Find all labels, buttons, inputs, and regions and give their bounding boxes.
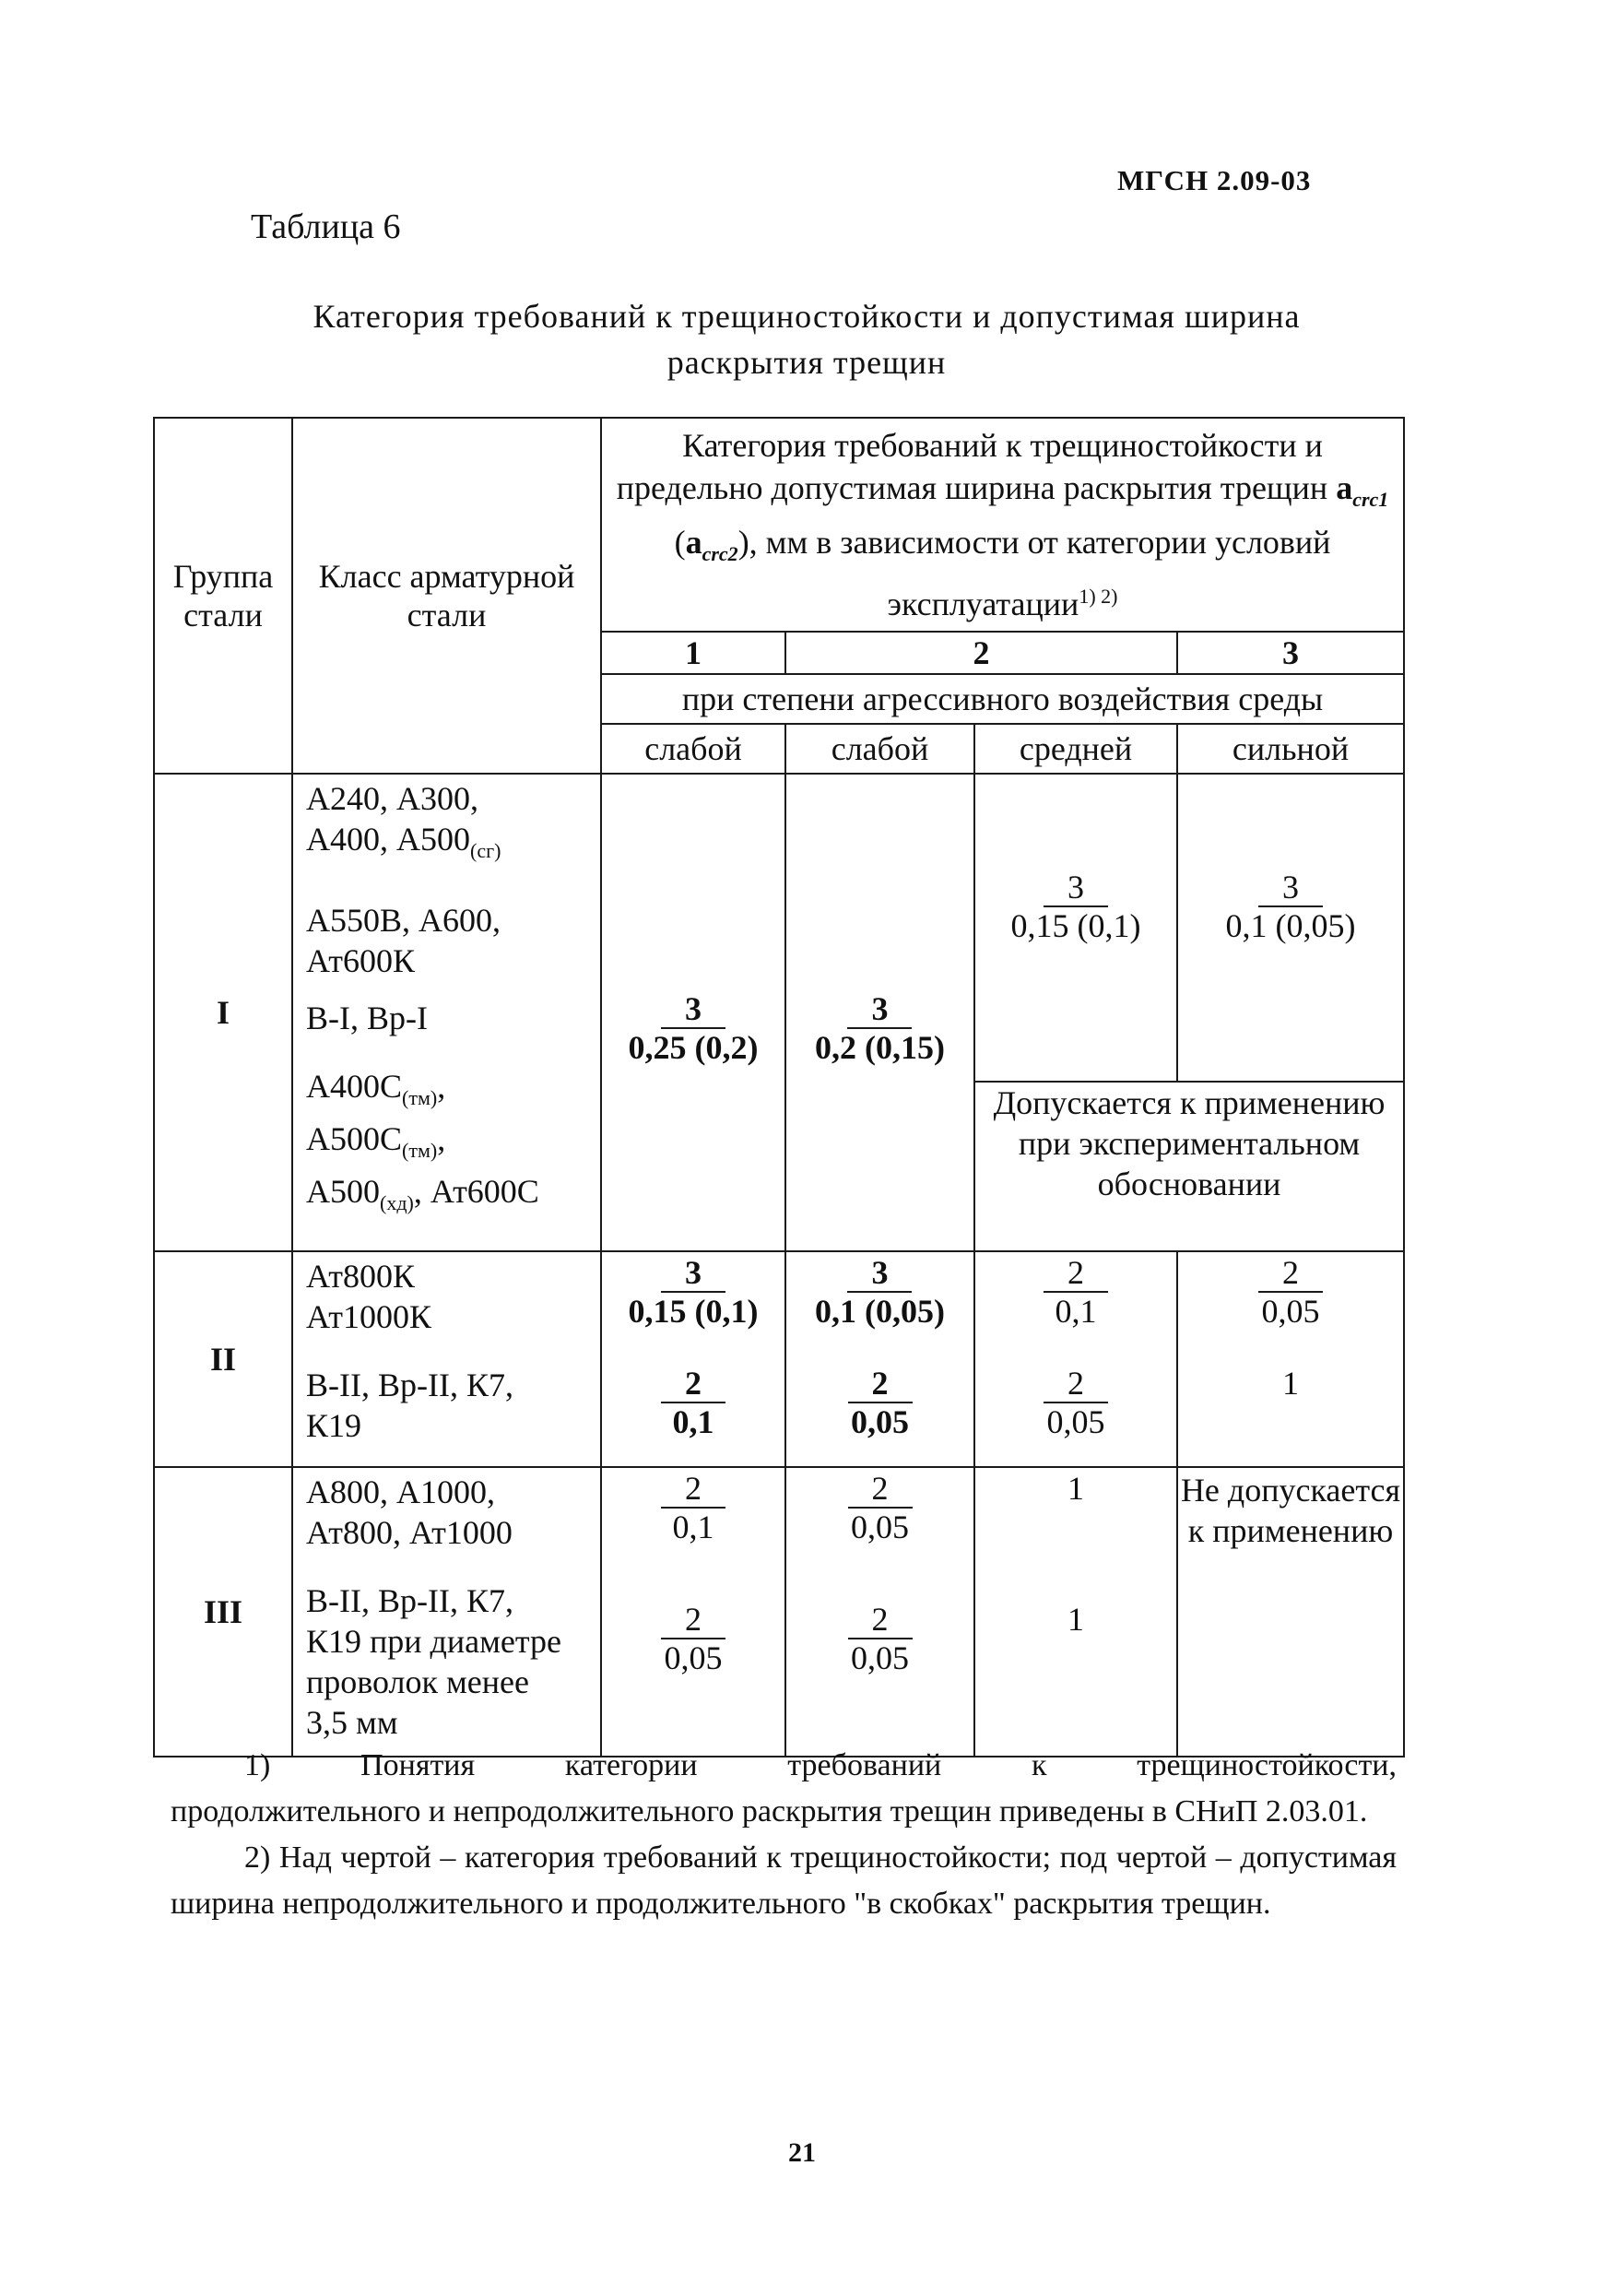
category-1: 1 (601, 632, 785, 674)
footnote-1 (171, 1743, 1397, 1835)
class-wire-less: проволок менее (306, 1663, 529, 1701)
document-code: МГСН 2.09-03 (1117, 164, 1312, 196)
class-k19: К19 (306, 1407, 362, 1445)
crack-resistance-table (153, 417, 1405, 1758)
class-v1-vr1: В-I, Вр-I (306, 999, 428, 1036)
group-1-label: I (154, 774, 292, 1251)
class-3-5mm: 3,5 мм (306, 1704, 398, 1742)
class-v2-vr2-k7-small: В-II, Вр-II, К7, (306, 1582, 513, 1620)
header-main-mid: ( (674, 524, 686, 562)
group-3-classes (292, 1467, 601, 1757)
g3-medium-value-1: 1 (1067, 1470, 1084, 1508)
group-1-classes (292, 774, 601, 1251)
g3-cat1-cell: $\frac{2}{0,1}$ $\frac{2}{0,05}$ (601, 1467, 785, 1757)
class-at600k: Ат600К (306, 941, 415, 979)
g1-cat2-weak-fraction: $\frac{3}{0,2 (0,15)}$ (815, 990, 945, 1067)
aggressive-header: при степени агрессивного воздействия среды (601, 674, 1404, 724)
class-k19-diameter: К19 при диаметре (306, 1623, 562, 1661)
class-a550v-a600: А550В, А600, (306, 901, 501, 939)
page-number: 21 (788, 2137, 816, 2168)
header-main-post: ), мм в зависимости от категории условий эксплуатации (737, 524, 1331, 623)
g1-cat3-strong-fraction: $\frac{3}{0,1 (0,05)}$ (1225, 869, 1356, 945)
class-a800-a1000: А800, А1000, (306, 1473, 495, 1511)
g2-cat2-weak-cell: $\frac{3}{0,1 (0,05)}$ $\frac{2}{0,05}$ (785, 1251, 974, 1467)
degree-weak-2: слабой (785, 724, 974, 774)
table-label: Таблица 6 (251, 207, 401, 246)
acrc2-symbol: $a_{crc2}$ (685, 524, 738, 566)
table-caption: Категория требований к трещиностойкости и допустимая ширина раскрытия трещин (313, 298, 1301, 381)
g1-cat1-cell (601, 774, 785, 1251)
class-at800k: Ат800К (306, 1258, 415, 1296)
header-row-1 (154, 418, 1404, 632)
g3-cat2-weak-cell: $\frac{2}{0,05}$ $\frac{2}{0,05}$ (785, 1467, 974, 1757)
g1-cat1-fraction: $\frac{3}{0,25 (0,2)}$ (628, 990, 759, 1067)
degree-strong: сильной (1177, 724, 1404, 774)
header-main (601, 418, 1404, 632)
class-a500s: $А500С_{(тм)}$, (306, 1119, 446, 1162)
group-3-row (154, 1467, 1404, 1757)
category-3: 3 (1177, 632, 1404, 674)
header-main-sup: 1) 2) (1079, 585, 1118, 609)
group-2-classes (292, 1251, 601, 1467)
g1-experimental-note: Допускается к применению при экспериментальном обосновании (974, 1082, 1404, 1251)
g3-strong-note: Не допускается к применению (1177, 1467, 1404, 1757)
class-a400-a500: А400, $А500_{(сг)}$ (306, 821, 501, 863)
acrc1-symbol: $a_{crc1}$ (1336, 469, 1389, 512)
g2-cat1-cell: $\frac{3}{0,15 (0,1)}$ $\frac{2}{0,1}$ (601, 1251, 785, 1467)
degree-medium: средней (974, 724, 1177, 774)
header-class (292, 418, 601, 774)
class-at1000k: Ат1000К (306, 1298, 431, 1336)
class-v2-vr2-k7: В-II, Вр-II, К7, (306, 1367, 513, 1404)
class-a500-at600s: $А500_{(хд)}$, Ат600С (306, 1172, 539, 1215)
category-2: 2 (785, 632, 1177, 674)
group-1-row-a (154, 774, 1404, 1082)
class-a400s: $А400С_{(тм)}$, (306, 1067, 446, 1109)
g3-cat2-medium-cell (974, 1467, 1177, 1757)
group-2-label: II (154, 1251, 292, 1467)
g3-medium-value-2: 1 (1067, 1601, 1084, 1639)
footnote-2: 2) Над чертой – категория требований к трещиностойкости; под чертой – допустимая ширина непродолжительного и продолжительного "в скобках" раскрытия трещин. (171, 1840, 1397, 1921)
group-3-label: III (154, 1467, 292, 1757)
degree-weak-1: слабой (601, 724, 785, 774)
g1-cat2-medium-cell (974, 774, 1177, 1082)
group-2-row (154, 1251, 1404, 1467)
g2-strong-value: 1 (1282, 1365, 1300, 1402)
g2-cat2-medium-cell: $\frac{2}{0,1}$ $\frac{2}{0,05}$ (974, 1251, 1177, 1467)
header-group-text: Группа стали (172, 558, 274, 634)
header-main-pre: Категория требований к трещиностойкости и предельно допустимая ширина раскрытия трещин (616, 427, 1337, 506)
g1-cat2-weak-cell (785, 774, 974, 1251)
class-a240-a300: А240, А300, (306, 780, 478, 818)
g2-cat3-strong-cell: $\frac{2}{0,05}$ 1 (1177, 1251, 1404, 1467)
footnote-1-rest: продолжительного и непродолжительного раскрытия трещин приведены в СНиП 2.03.01. (171, 1794, 1368, 1829)
g1-cat2-medium-fraction: $\frac{3}{0,15 (0,1)}$ (1010, 869, 1141, 945)
footnote-1-lead: 1) Понятия категории требований к трещиностойкости, (244, 1748, 1397, 1782)
g1-cat3-strong-cell (1177, 774, 1404, 1082)
header-class-text: Класс арматурной стали (318, 558, 575, 634)
header-group (154, 418, 292, 774)
class-at800-at1000: Ат800, Ат1000 (306, 1514, 513, 1552)
footnotes (171, 1743, 1397, 1927)
